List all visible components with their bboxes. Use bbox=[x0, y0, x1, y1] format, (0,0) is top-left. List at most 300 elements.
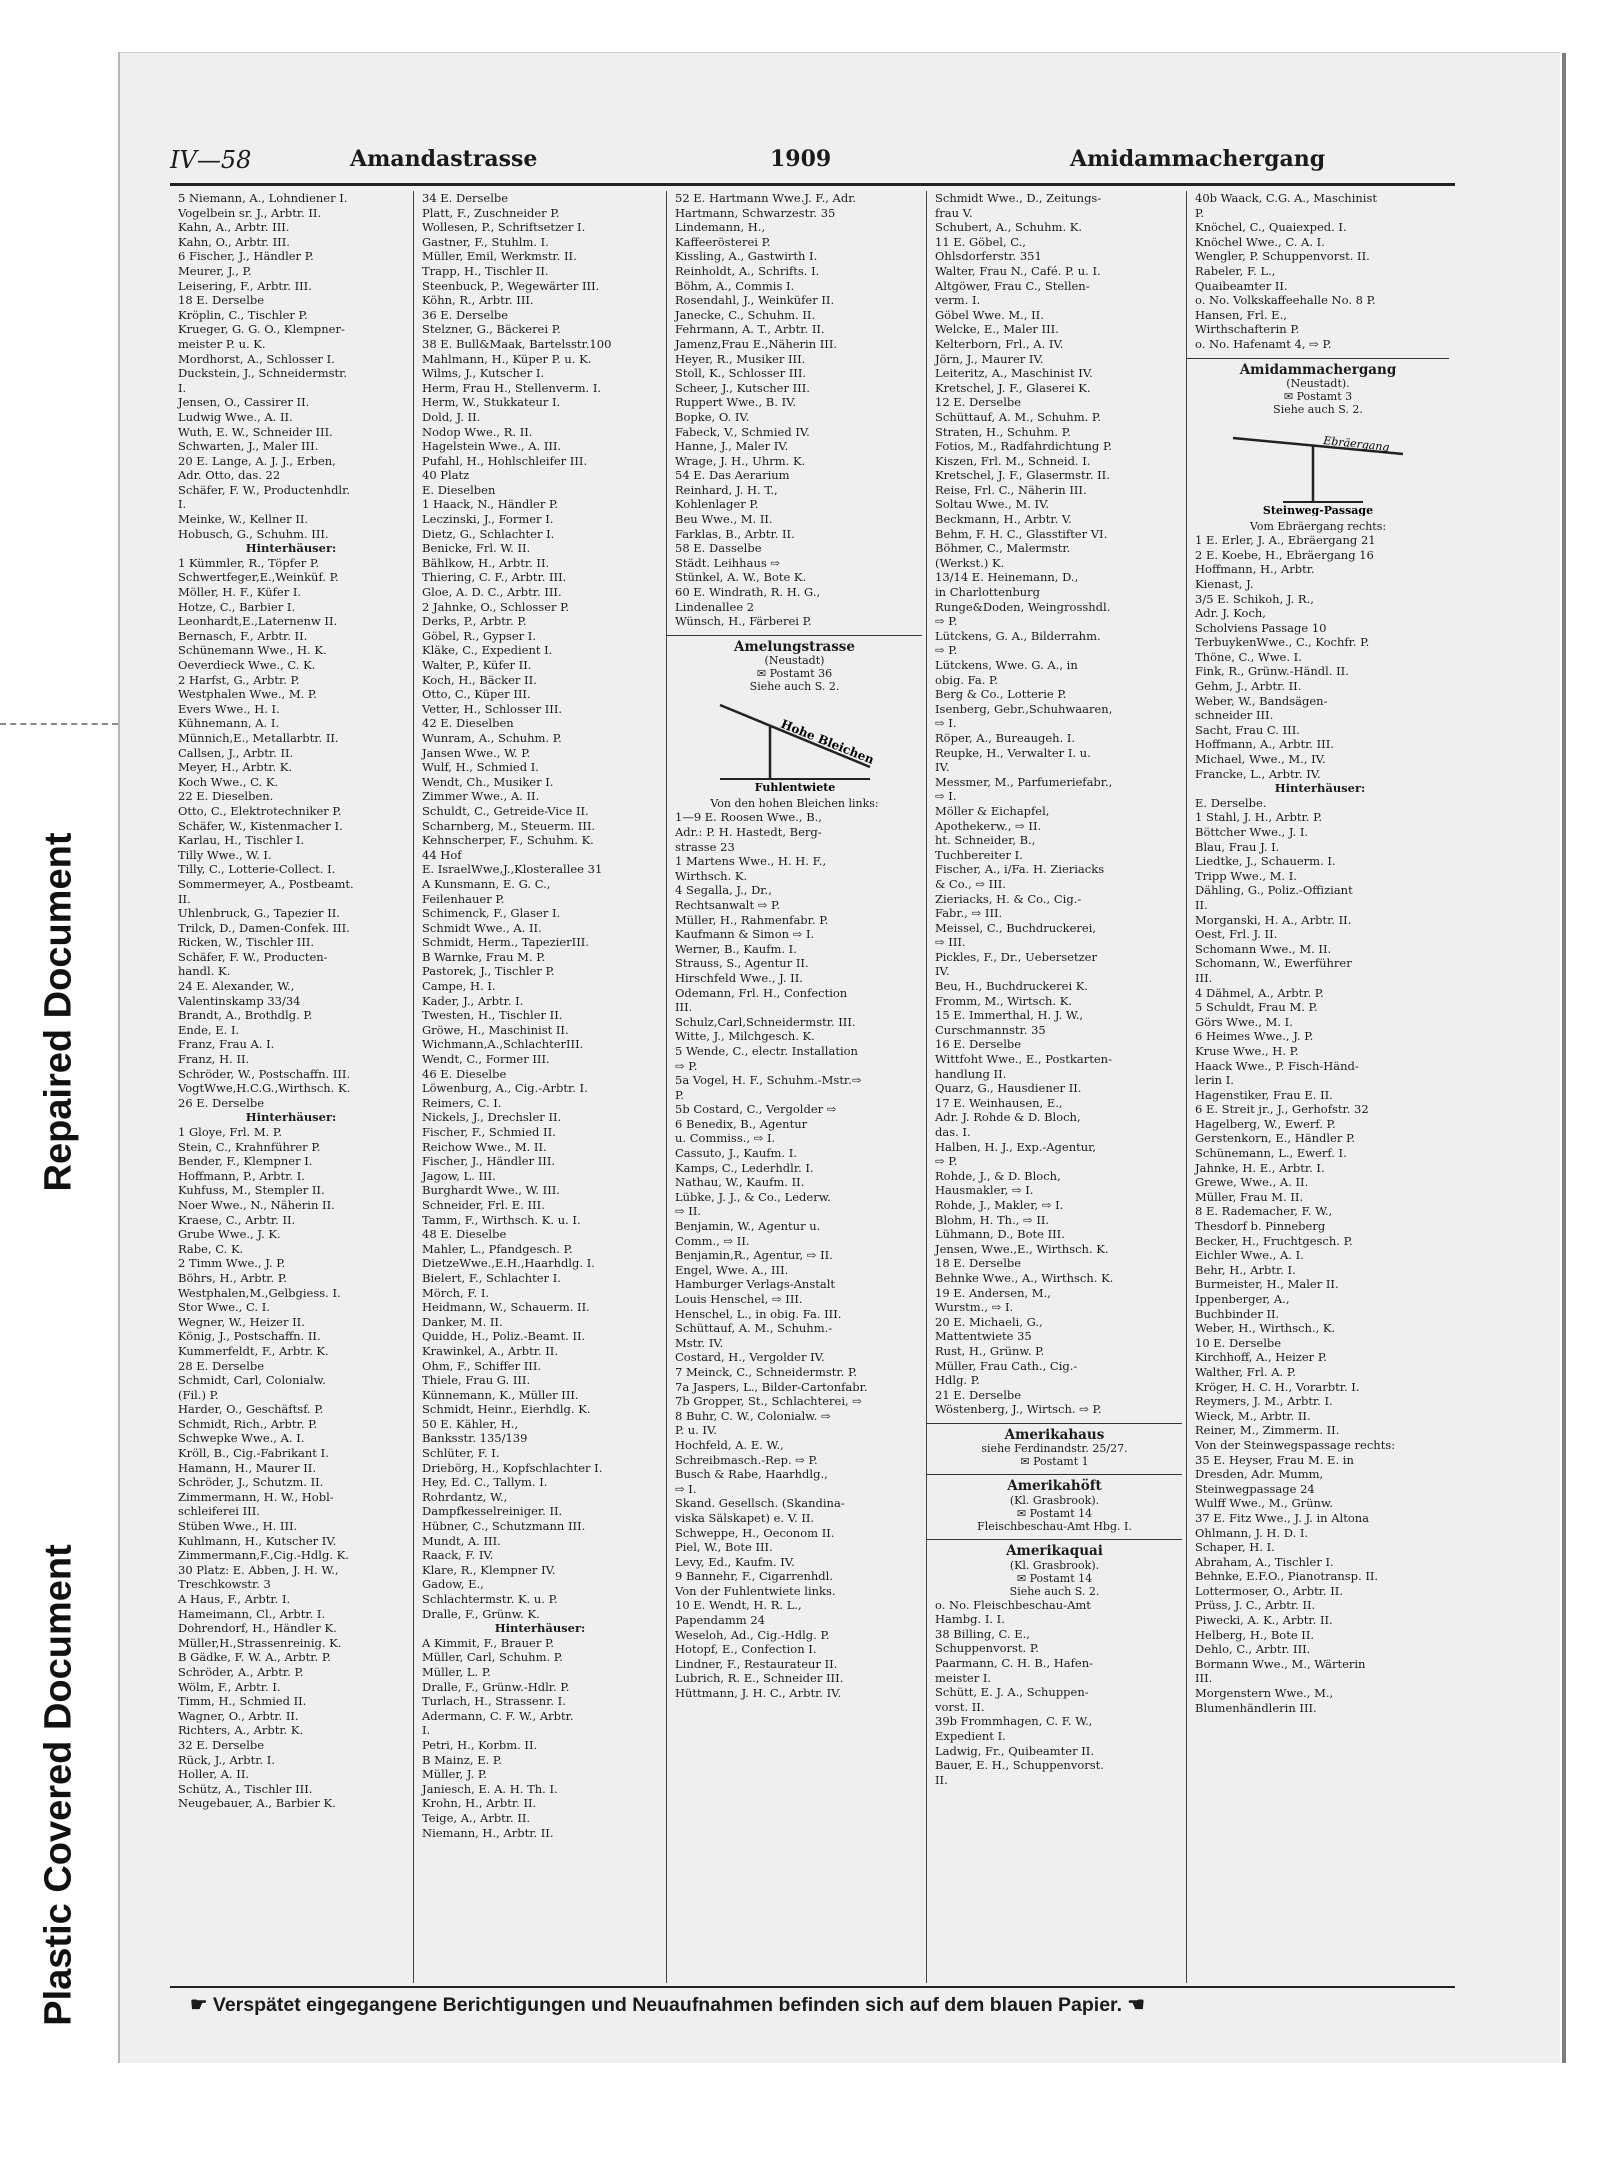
entry-line: Wirthschafterin P. bbox=[1195, 322, 1300, 337]
entry-line: Paarmann, C. H. B., Hafen- bbox=[935, 1656, 1094, 1671]
entry-line: 13/14 E. Heinemann, D., bbox=[935, 570, 1079, 585]
entry-line: Stünkel, A. W., Bote K. bbox=[675, 570, 807, 585]
entry-line: Schomann, W., Ewerführer bbox=[1195, 956, 1352, 971]
entry-line: Schüttauf, A. M., Schuhm.- bbox=[675, 1321, 833, 1336]
entry-line: Böhrs, H., Arbtr. P. bbox=[178, 1270, 287, 1285]
entry-line: Kröplin, C., Tischler P. bbox=[178, 307, 308, 322]
entry-line: 5 Niemann, A., Lohndiener I. bbox=[178, 191, 348, 205]
entry-line: Schmidt Wwe., A. II. bbox=[422, 920, 542, 935]
entry-line: ⇨ III. bbox=[935, 935, 966, 950]
entry-line: Bender, F., Klempner I. bbox=[178, 1154, 313, 1169]
entry-line: Kohlenlager P. bbox=[675, 497, 759, 512]
entry-line: Liedtke, J., Schauerm. I. bbox=[1195, 854, 1336, 869]
entry-line: 52 E. Hartmann Wwe.J. F., Adr. bbox=[675, 191, 857, 205]
entry-line: Dralle, F., Grünw. K. bbox=[422, 1606, 540, 1621]
entry-line: Hdlg. P. bbox=[935, 1373, 980, 1388]
entry-line: 32 E. Derselbe bbox=[178, 1737, 265, 1752]
section-line: (Kl. Grasbrook). bbox=[1009, 1494, 1100, 1508]
entry-line: Feilenhauer P. bbox=[422, 891, 505, 906]
entry-line: Ohm, F., Schiffer III. bbox=[422, 1358, 542, 1373]
entry-line: 35 E. Heyser, Frau M. E. in bbox=[1195, 1452, 1354, 1467]
entry-line: Scharnberg, M., Steuerm. III. bbox=[422, 818, 596, 833]
entry-line: Strauss, S., Agentur II. bbox=[675, 956, 809, 971]
entry-line: & Co., ⇨ III. bbox=[935, 876, 1006, 891]
pointing-hand-icon: ☚ bbox=[1127, 1994, 1145, 2016]
entry-line: Lindemann, H., bbox=[675, 220, 766, 235]
entry-line: Wengler, P. Schuppenvorst. II. bbox=[1195, 249, 1370, 264]
entry-line: 1 Martens Wwe., H. H. F., bbox=[675, 854, 827, 869]
entry-line: Lübke, J. J., & Co., Lederw. bbox=[675, 1189, 831, 1204]
entry-line: 6 Heimes Wwe., J. P. bbox=[1195, 1029, 1314, 1044]
entry-line: ⇨ P. bbox=[935, 614, 958, 629]
entry-line: Dähling, G., Poliz.-Offiziant bbox=[1195, 883, 1353, 898]
map-bottom-label: Steinweg-Passage bbox=[1262, 504, 1374, 517]
entry-line: Trapp, H., Tischler II. bbox=[422, 263, 549, 278]
entry-line: vorst. II. bbox=[935, 1699, 985, 1714]
entry-line: VogtWwe,H.C.G.,Wirthsch. K. bbox=[178, 1081, 351, 1096]
entry-line: (Fil.) P. bbox=[178, 1387, 219, 1402]
entry-line: Dralle, F., Grünw.-Hdlr. P. bbox=[422, 1679, 570, 1694]
entry-line: Kummerfeldt, F., Arbtr. K. bbox=[178, 1343, 329, 1358]
entry-line: Timm, H., Schmied II. bbox=[178, 1694, 307, 1709]
entry-line: Hinterhäuser: bbox=[494, 1621, 586, 1636]
entry-line: 1—9 E. Roosen Wwe., B., bbox=[675, 810, 822, 825]
entry-line: 22 E. Dieselben. bbox=[178, 789, 274, 804]
entry-line: Jensen, O., Cassirer II. bbox=[178, 395, 310, 410]
entry-line: Otto, C., Elektrotechniker P. bbox=[178, 803, 342, 818]
entry-line: II. bbox=[1195, 897, 1208, 912]
entry-line: ⇨ P. bbox=[675, 1058, 698, 1073]
entry-line: 39b Frommhagen, C. F. W., bbox=[935, 1714, 1093, 1729]
entry-line: Jörn, J., Maurer IV. bbox=[935, 351, 1044, 366]
entry-line: Kühnemann, A. I. bbox=[178, 716, 280, 731]
entry-line: Kirchhoff, A., Heizer P. bbox=[1195, 1350, 1327, 1365]
entry-line: Möller, H. F., Küfer I. bbox=[178, 585, 302, 600]
entry-line: das. I. bbox=[935, 1125, 971, 1139]
entry-line: Fabr., ⇨ III. bbox=[935, 906, 1003, 921]
entry-line: Müller, Carl, Schuhm. P. bbox=[422, 1650, 563, 1665]
entry-line: 7b Gropper, St., Schlachterei, ⇨ bbox=[675, 1394, 862, 1409]
entry-line: 2 Timm Wwe., J. P. bbox=[178, 1256, 286, 1271]
entry-line: 16 E. Derselbe bbox=[935, 1037, 1022, 1052]
entry-line: Hamburger Verlags-Anstalt bbox=[675, 1277, 836, 1292]
entry-line: Müller, Frau M. II. bbox=[1195, 1189, 1304, 1204]
entry-line: ⇨ I. bbox=[935, 716, 957, 731]
entry-line: Reinholdt, A., Schrifts. I. bbox=[675, 263, 820, 278]
entry-line: Karlau, H., Tischler I. bbox=[178, 833, 305, 848]
entry-line: Heyer, R., Musiker III. bbox=[675, 351, 806, 366]
entry-line: Bielert, F., Schlachter I. bbox=[422, 1270, 561, 1285]
entry-line: Campe, H. I. bbox=[422, 979, 496, 994]
entry-line: Tilly Wwe., W. I. bbox=[178, 847, 272, 862]
entry-line: Odemann, Frl. H., Confection bbox=[675, 985, 848, 1000]
entry-line: P. bbox=[675, 1087, 685, 1102]
entry-line: Platt, F., Zuschneider P. bbox=[422, 205, 560, 220]
entry-line: Kamps, C., Lederhdlr. I. bbox=[675, 1160, 814, 1175]
section-see-also: Siehe auch S. 2. bbox=[749, 680, 840, 694]
entry-line: Reymers, J. M., Arbtr. I. bbox=[1195, 1394, 1333, 1409]
entry-line: 5 Schuldt, Frau M. P. bbox=[1195, 1000, 1318, 1015]
entry-line: Kehnscherper, F., Schuhm. K. bbox=[422, 833, 594, 848]
entry-line: Dold, J. II. bbox=[422, 409, 481, 424]
entry-line: König, J., Postschaffn. II. bbox=[178, 1329, 321, 1344]
entry-line: Schmidt, Herm., TapezierIII. bbox=[422, 935, 589, 950]
entry-line: Schröder, W., Postschaffn. III. bbox=[178, 1066, 351, 1081]
map-note: Von den hohen Bleichen links: bbox=[710, 797, 879, 811]
entry-line: Jahnke, H. E., Arbtr. I. bbox=[1195, 1160, 1325, 1175]
entry-line: Behnke, E.F.O., Pianotransp. II. bbox=[1195, 1569, 1379, 1584]
entry-line: Fabeck, V., Schmied IV. bbox=[675, 424, 810, 439]
entry-line: Kienast, J. bbox=[1195, 576, 1254, 591]
entry-line: Michael, Wwe., M., IV. bbox=[1195, 752, 1326, 767]
entry-line: 36 E. Derselbe bbox=[422, 307, 509, 322]
entry-line: Schulz,Carl,Schneidermstr. III. bbox=[675, 1014, 856, 1029]
entry-line: Hagelstein Wwe., A. III. bbox=[422, 439, 562, 454]
entry-line: Ludwig Wwe., A. II. bbox=[178, 409, 293, 424]
entry-line: Henschel, L., in obig. Fa. III. bbox=[675, 1306, 842, 1321]
entry-line: Soltau Wwe., M. IV. bbox=[935, 497, 1050, 512]
entry-line: Ende, E. I. bbox=[178, 1022, 240, 1037]
entry-line: Von der Steinwegspassage rechts: bbox=[1195, 1437, 1396, 1452]
entry-line: Steinwegpassage 24 bbox=[1195, 1481, 1315, 1496]
entry-line: Knöchel, C., Quaiexped. I. bbox=[1195, 220, 1347, 235]
entry-line: Müller, J. P. bbox=[422, 1767, 487, 1782]
entry-line: Weber, W., Bandsägen- bbox=[1195, 693, 1328, 708]
entry-line: Apothekerw., ⇨ II. bbox=[935, 818, 1042, 833]
entry-line: Stüben Wwe., H. III. bbox=[178, 1519, 298, 1534]
entry-line: 2 Jahnke, O., Schlosser P. bbox=[422, 599, 570, 614]
entry-line: Adr. J. Rohde & D. Bloch, bbox=[935, 1110, 1081, 1125]
entry-line: Kraese, C., Arbtr. II. bbox=[178, 1212, 296, 1227]
entry-line: Kröger, H. C. H., Vorarbtr. I. bbox=[1195, 1379, 1360, 1394]
entry-line: Jagow, L. III. bbox=[422, 1168, 496, 1183]
entry-line: Quaibeamter II. bbox=[1195, 278, 1288, 293]
entry-line: Rohde, J., & D. Bloch, bbox=[935, 1168, 1061, 1183]
entry-line: Piwecki, A. K., Arbtr. II. bbox=[1195, 1613, 1333, 1628]
entry-line: Adr. Otto, das. 22 bbox=[178, 468, 281, 483]
entry-line: Gastner, F., Stuhlm. I. bbox=[422, 234, 549, 249]
entry-line: IV. bbox=[935, 760, 950, 775]
entry-line: 24 E. Alexander, W., bbox=[178, 979, 295, 994]
entry-line: Hamann, H., Maurer II. bbox=[178, 1460, 316, 1475]
entry-line: 40b Waack, C.G. A., Maschinist bbox=[1195, 191, 1377, 205]
entry-line: Mahlmann, H., Küper P. u. K. bbox=[422, 351, 592, 366]
entry-line: Wendt, C., Former III. bbox=[422, 1052, 550, 1067]
section-title: Amelungstrasse bbox=[667, 635, 922, 655]
entry-line: Schäfer, F. W., Producten- bbox=[178, 949, 328, 964]
entry-line: 2 Harfst, G., Arbtr. P. bbox=[178, 672, 300, 687]
entry-line: Mundt, A. III. bbox=[422, 1533, 501, 1548]
entry-line: Meyer, H., Arbtr. K. bbox=[178, 760, 293, 775]
entry-line: 1 Gloye, Frl. M. P. bbox=[178, 1125, 282, 1139]
entry-line: 1 Haack, N., Händler P. bbox=[422, 497, 559, 512]
entry-line: Stein, C., Krahnführer P. bbox=[178, 1139, 321, 1154]
entry-line: A Haus, F., Arbtr. I. bbox=[178, 1592, 291, 1606]
entry-line: Schwarten, J., Maler III. bbox=[178, 439, 319, 454]
entry-line: handlung II. bbox=[935, 1066, 1007, 1081]
entry-line: 17 E. Weinhausen, E., bbox=[935, 1095, 1063, 1110]
map-bottom-label: Fuhlentwiete bbox=[754, 781, 835, 794]
entry-line: Witte, J., Milchgesch. K. bbox=[675, 1029, 815, 1044]
entry-line: Hinterhäuser: bbox=[1274, 781, 1366, 796]
entry-line: Janiesch, E. A. H. Th. I. bbox=[422, 1781, 558, 1796]
columns bbox=[170, 191, 1455, 1991]
entry-line: Schüttauf, A. M., Schuhm. P. bbox=[935, 409, 1101, 424]
entry-line: Hüttmann, J. H. C., Arbtr. IV. bbox=[675, 1686, 842, 1701]
entry-line: 18 E. Derselbe bbox=[178, 293, 265, 308]
entry-line: Rosendahl, J., Weinküfer II. bbox=[675, 293, 835, 308]
entry-line: Kuhfuss, M., Stempler II. bbox=[178, 1183, 325, 1198]
entry-line: Zimmermann, H. W., Hobl- bbox=[178, 1489, 334, 1504]
entry-line: Künnemann, K., Müller III. bbox=[422, 1387, 579, 1402]
entry-line: Expedient I. bbox=[935, 1729, 1006, 1743]
section-line: ✉ Postamt 14 bbox=[1016, 1507, 1093, 1521]
entry-line: Wuth, E. W., Schneider III. bbox=[178, 424, 333, 439]
entry-line: Fehrmann, A. T., Arbtr. II. bbox=[675, 322, 825, 337]
entry-line: Wölm, F., Arbtr. I. bbox=[178, 1679, 281, 1694]
entry-line: Kader, J., Arbtr. I. bbox=[422, 993, 524, 1008]
section-line: Siehe auch S. 2. bbox=[1009, 1584, 1100, 1598]
entry-line: Fink, R., Grünw.-Händl. II. bbox=[1195, 664, 1349, 679]
entry-line: Ladwig, Fr., Quibeamter II. bbox=[935, 1743, 1094, 1758]
entry-line: Bormann Wwe., M., Wärterin bbox=[1195, 1656, 1366, 1671]
entry-line: Fischer, F., Schmied II. bbox=[422, 1125, 556, 1139]
entry-line: Stelzner, G., Bäckerei P. bbox=[422, 322, 561, 337]
entry-line: meister P. u. K. bbox=[178, 336, 266, 351]
entry-line: Kläke, C., Expedient I. bbox=[422, 643, 553, 658]
entry-line: 3/5 E. Schikoh, J. R., bbox=[1195, 591, 1314, 606]
entry-line: I. bbox=[422, 1723, 431, 1738]
entry-line: Schwepke Wwe., A. I. bbox=[178, 1431, 305, 1446]
entry-line: Schlachtermstr. K. u. P. bbox=[422, 1592, 558, 1606]
map-street-label: Ebräergang bbox=[1322, 434, 1391, 455]
entry-line: Schünemann Wwe., H. K. bbox=[178, 643, 327, 658]
entry-line: 1 Stahl, J. H., Arbtr. P. bbox=[1195, 810, 1323, 825]
entry-line: Müller, Frau Cath., Cig.- bbox=[935, 1358, 1078, 1373]
entry-line: Rechtsanwalt ⇨ P. bbox=[675, 897, 781, 912]
entry-line: IV. bbox=[935, 964, 950, 979]
entry-line: III. bbox=[1195, 1671, 1213, 1686]
entry-line: Kiszen, Frl. M., Schneid. I. bbox=[935, 453, 1091, 468]
column-4 bbox=[926, 191, 1182, 1983]
entry-line: Weber, H., Wirthsch., K. bbox=[1195, 1321, 1336, 1336]
entry-line: Prüss, J. C., Arbtr. II. bbox=[1195, 1598, 1316, 1613]
entry-line: Schünemann, L., Ewerf. I. bbox=[1195, 1146, 1347, 1161]
entry-line: Trilck, D., Damen-Confek. III. bbox=[178, 920, 350, 935]
entry-line: ht. Schneider, B., bbox=[935, 833, 1036, 848]
entry-line: Oeverdieck Wwe., C. K. bbox=[178, 658, 316, 672]
entry-line: Franz, Frau A. I. bbox=[178, 1037, 275, 1052]
entry-line: E. Dieselben bbox=[422, 482, 496, 497]
section-title: Amerikaquai bbox=[927, 1539, 1182, 1559]
entry-line: Papendamm 24 bbox=[675, 1613, 765, 1628]
entry-line: Schweppe, H., Oeconom II. bbox=[675, 1525, 835, 1540]
page-edge bbox=[1562, 53, 1566, 2063]
entry-line: 46 E. Dieselbe bbox=[422, 1066, 507, 1081]
entry-line: Leiteritz, A., Maschinist IV. bbox=[935, 366, 1093, 381]
entry-line: 44 Hof bbox=[422, 847, 462, 862]
entry-line: Görs Wwe., M. I. bbox=[1195, 1014, 1293, 1029]
entry-line: Oest, Frl. J. II. bbox=[1195, 927, 1278, 942]
entry-line: Benjamin,R., Agentur, ⇨ II. bbox=[675, 1248, 833, 1263]
entry-line: Stor Wwe., C. I. bbox=[178, 1300, 270, 1315]
entry-line: 38 E. Bull&Maak, Bartelsstr.100 bbox=[422, 336, 612, 351]
entry-line: Leczinski, J., Former I. bbox=[422, 512, 554, 527]
entry-line: Dietz, G., Schlachter I. bbox=[422, 526, 555, 541]
entry-line: Tripp Wwe., M. I. bbox=[1195, 868, 1297, 883]
section-line: Fleischbeschau-Amt Hbg. I. bbox=[977, 1520, 1132, 1534]
footer-rule bbox=[170, 1986, 1455, 1988]
entry-line: Pufahl, H., Hohlschleifer III. bbox=[422, 453, 588, 468]
entry-line: Ohlsdorferstr. 351 bbox=[935, 249, 1042, 264]
entry-line: B Warnke, Frau M. P. bbox=[422, 949, 546, 964]
entry-line: Sacht, Frau C. III. bbox=[1195, 722, 1300, 737]
entry-line: Stoll, K., Schlosser III. bbox=[675, 366, 807, 381]
entry-line: Schröder, J., Schutzm. II. bbox=[178, 1475, 324, 1490]
entry-line: Müller, Emil, Werkmstr. II. bbox=[422, 249, 577, 264]
entry-line: Knöchel Wwe., C. A. I. bbox=[1195, 234, 1325, 249]
entry-line: Dresden, Adr. Mumm, bbox=[1195, 1467, 1324, 1482]
entry-line: Berg & Co., Lotterie P. bbox=[935, 687, 1067, 702]
entry-line: 48 E. Dieselbe bbox=[422, 1227, 507, 1242]
entry-line: Lindenallee 2 bbox=[675, 599, 755, 614]
entry-line: 7a Jaspers, L., Bilder-Cartonfabr. bbox=[675, 1379, 868, 1394]
entry-line: Steenbuck, P., Wegewärter III. bbox=[422, 278, 600, 293]
entry-line: Niemann, H., Arbtr. II. bbox=[422, 1825, 554, 1840]
entry-line: Schuldt, C., Getreide-Vice II. bbox=[422, 803, 589, 818]
entry-line: Behm, F. H. C., Glasstifter VI. bbox=[935, 526, 1108, 541]
entry-line: TerbuykenWwe., C., Kochfr. P. bbox=[1195, 635, 1370, 650]
entry-line: 1 Kümmler, R., Töpfer P. bbox=[178, 555, 319, 570]
entry-line: Wendt, Ch., Musiker I. bbox=[422, 774, 554, 789]
entry-line: Meinke, W., Kellner II. bbox=[178, 512, 309, 527]
entry-line: Kruse Wwe., H. P. bbox=[1195, 1043, 1299, 1058]
entry-line: Callsen, J., Arbtr. II. bbox=[178, 745, 294, 760]
entry-line: Becker, H., Fruchtgesch. P. bbox=[1195, 1233, 1353, 1248]
entry-line: E. Derselbe. bbox=[1195, 795, 1267, 810]
footer-notice: Verspätet eingegangene Berichtigungen und Neuaufnahmen befinden sich auf dem blauen Papier. bbox=[212, 1994, 1122, 2016]
entry-line: Hoffmann, P., Arbtr. I. bbox=[178, 1168, 305, 1183]
entry-line: Costard, H., Vergolder IV. bbox=[675, 1350, 825, 1365]
entry-line: Kretschel, J. F., Glasermstr. II. bbox=[935, 468, 1110, 483]
entry-line: 5a Vogel, H. F., Schuhm.-Mstr.⇨ bbox=[675, 1073, 862, 1088]
entry-line: 11 E. Göbel, C., bbox=[935, 234, 1026, 249]
entry-line: Kretschel, J. F., Glaserei K. bbox=[935, 380, 1091, 395]
entry-line: obig. Fa. P. bbox=[935, 672, 999, 687]
entry-line: Burmeister, H., Maler II. bbox=[1195, 1277, 1339, 1292]
entry-line: Adermann, C. F. W., Arbtr. bbox=[422, 1708, 574, 1723]
section-title: Amerikahaus bbox=[927, 1423, 1182, 1443]
entry-line: Möller & Eichapfel, bbox=[935, 803, 1050, 818]
entry-line: Quidde, H., Poliz.-Beamt. II. bbox=[422, 1329, 586, 1344]
entry-line: Lottermoser, O., Arbtr. II. bbox=[1195, 1583, 1343, 1598]
entry-line: Kuhlmann, H., Kutscher IV. bbox=[178, 1533, 337, 1548]
entry-line: ⇨ I. bbox=[935, 789, 957, 804]
entry-line: Wöstenberg, J., Wirtsch. ⇨ P. bbox=[935, 1402, 1102, 1417]
entry-line: E. IsraelWwe,J.,Klosterallee 31 bbox=[422, 862, 603, 877]
entry-line: Benjamin, W., Agentur u. bbox=[675, 1219, 821, 1234]
entry-line: B Gädke, F. W. A., Arbtr. P. bbox=[178, 1650, 331, 1665]
entry-line: Kaufmann & Simon ⇨ I. bbox=[675, 927, 815, 942]
column-1 bbox=[170, 191, 408, 1983]
scan-side-margin bbox=[0, 0, 118, 2177]
entry-line: Hey, Ed. C., Tallym. I. bbox=[422, 1475, 548, 1490]
entry-line: Wieck, M., Arbtr. II. bbox=[1195, 1408, 1311, 1423]
entry-line: Reupke, H., Verwalter I. u. bbox=[935, 745, 1091, 760]
entry-line: 40 Platz bbox=[422, 468, 470, 483]
entry-line: Petri, H., Korbm. II. bbox=[422, 1737, 538, 1752]
entry-line: verm. I. bbox=[935, 293, 981, 308]
entry-line: Koch Wwe., C. K. bbox=[178, 774, 279, 789]
entry-line: Behnke Wwe., A., Wirthsch. K. bbox=[935, 1270, 1114, 1285]
entry-line: Mörch, F. I. bbox=[422, 1285, 490, 1300]
entry-line: Pickles, F., Dr., Uebersetzer bbox=[935, 949, 1097, 964]
entry-line: Schäfer, W., Kistenmacher I. bbox=[178, 818, 343, 833]
entry-line: Buchbinder II. bbox=[1195, 1306, 1280, 1321]
entry-line: frau V. bbox=[935, 205, 973, 220]
map-street-label: Hohe Bleichen bbox=[778, 717, 876, 768]
entry-line: Abraham, A., Tischler I. bbox=[1195, 1554, 1334, 1569]
entry-line: 21 E. Derselbe bbox=[935, 1387, 1022, 1402]
entry-line: Hanne, J., Maler IV. bbox=[675, 439, 789, 454]
entry-line: Morgenstern Wwe., M., bbox=[1195, 1686, 1334, 1701]
entry-line: Jensen, Wwe.,E., Wirthsch. K. bbox=[935, 1241, 1109, 1256]
entry-line: schleiferei III. bbox=[178, 1504, 260, 1519]
entry-line: Städt. Leihhaus ⇨ bbox=[675, 555, 781, 570]
entry-line: 19 E. Andersen, M., bbox=[935, 1285, 1051, 1300]
entry-line: P. u. IV. bbox=[675, 1423, 717, 1438]
entry-line: Reichow Wwe., M. II. bbox=[422, 1139, 547, 1154]
entry-line: Fotios, M., Radfahrdichtung P. bbox=[935, 439, 1113, 454]
entry-line: 4 Dähmel, A., Arbtr. P. bbox=[1195, 985, 1324, 1000]
entry-line: Rück, J., Arbtr. I. bbox=[178, 1752, 275, 1767]
entry-line: Müller,H.,Strassenreinig. K. bbox=[178, 1635, 342, 1650]
entry-line: II. bbox=[178, 891, 191, 906]
entry-line: Schröder, A., Arbtr. P. bbox=[178, 1664, 304, 1679]
entry-line: Wittfoht Wwe., E., Postkarten- bbox=[935, 1052, 1112, 1067]
entry-line: Neugebauer, A., Barbier K. bbox=[178, 1796, 336, 1811]
entry-line: Leisering, F., Arbtr. III. bbox=[178, 278, 312, 293]
entry-line: Schmidt, Rich., Arbtr. P. bbox=[178, 1416, 318, 1431]
entry-line: Rohde, J., Makler, ⇨ I. bbox=[935, 1197, 1064, 1212]
entry-line: Schreibmasch.-Rep. ⇨ P. bbox=[675, 1452, 818, 1467]
entry-line: Banksstr. 135/139 bbox=[422, 1431, 528, 1446]
entry-line: 30 Platz: E. Abben, J. H. W., bbox=[178, 1562, 339, 1577]
entry-line: Rohrdantz, W., bbox=[422, 1489, 508, 1504]
entry-line: Curschmannstr. 35 bbox=[935, 1022, 1046, 1037]
plastic-covered-label: Plastic Covered Document bbox=[37, 1544, 80, 2026]
entry-line: Lubrich, R. E., Schneider III. bbox=[675, 1671, 844, 1686]
entry-line: Wulf, H., Schmied I. bbox=[422, 760, 539, 775]
entry-line: Brandt, A., Brothdlg. P. bbox=[178, 1008, 313, 1023]
entry-line: Wulff Wwe., M., Grünw. bbox=[1195, 1496, 1334, 1511]
entry-line: Piel, W., Bote III. bbox=[675, 1540, 773, 1555]
section-see-also: Siehe auch S. 2. bbox=[1273, 403, 1363, 417]
entry-line: Löwenburg, A., Cig.-Arbtr. I. bbox=[422, 1081, 588, 1096]
entry-line: Altgöwer, Frau C., Stellen- bbox=[935, 278, 1090, 293]
entry-line: Koch, H., Bäcker II. bbox=[422, 672, 537, 687]
section-postamt: ✉ Postamt 3 bbox=[1283, 390, 1353, 404]
street-map bbox=[1223, 420, 1413, 516]
entry-line: Kaffeerösterei P. bbox=[675, 234, 771, 249]
entry-line: Nathau, W., Kaufm. II. bbox=[675, 1175, 805, 1190]
entry-line: Kahn, A., Arbtr. III. bbox=[178, 220, 290, 235]
entry-line: Levy, Ed., Kaufm. IV. bbox=[675, 1554, 795, 1569]
entry-line: 28 E. Derselbe bbox=[178, 1358, 265, 1373]
entry-line: Herm, Frau H., Stellenverm. I. bbox=[422, 380, 602, 395]
entry-line: Thöne, C., Wwe. I. bbox=[1195, 649, 1302, 664]
map-note: Vom Ebräergang rechts: bbox=[1249, 520, 1387, 534]
